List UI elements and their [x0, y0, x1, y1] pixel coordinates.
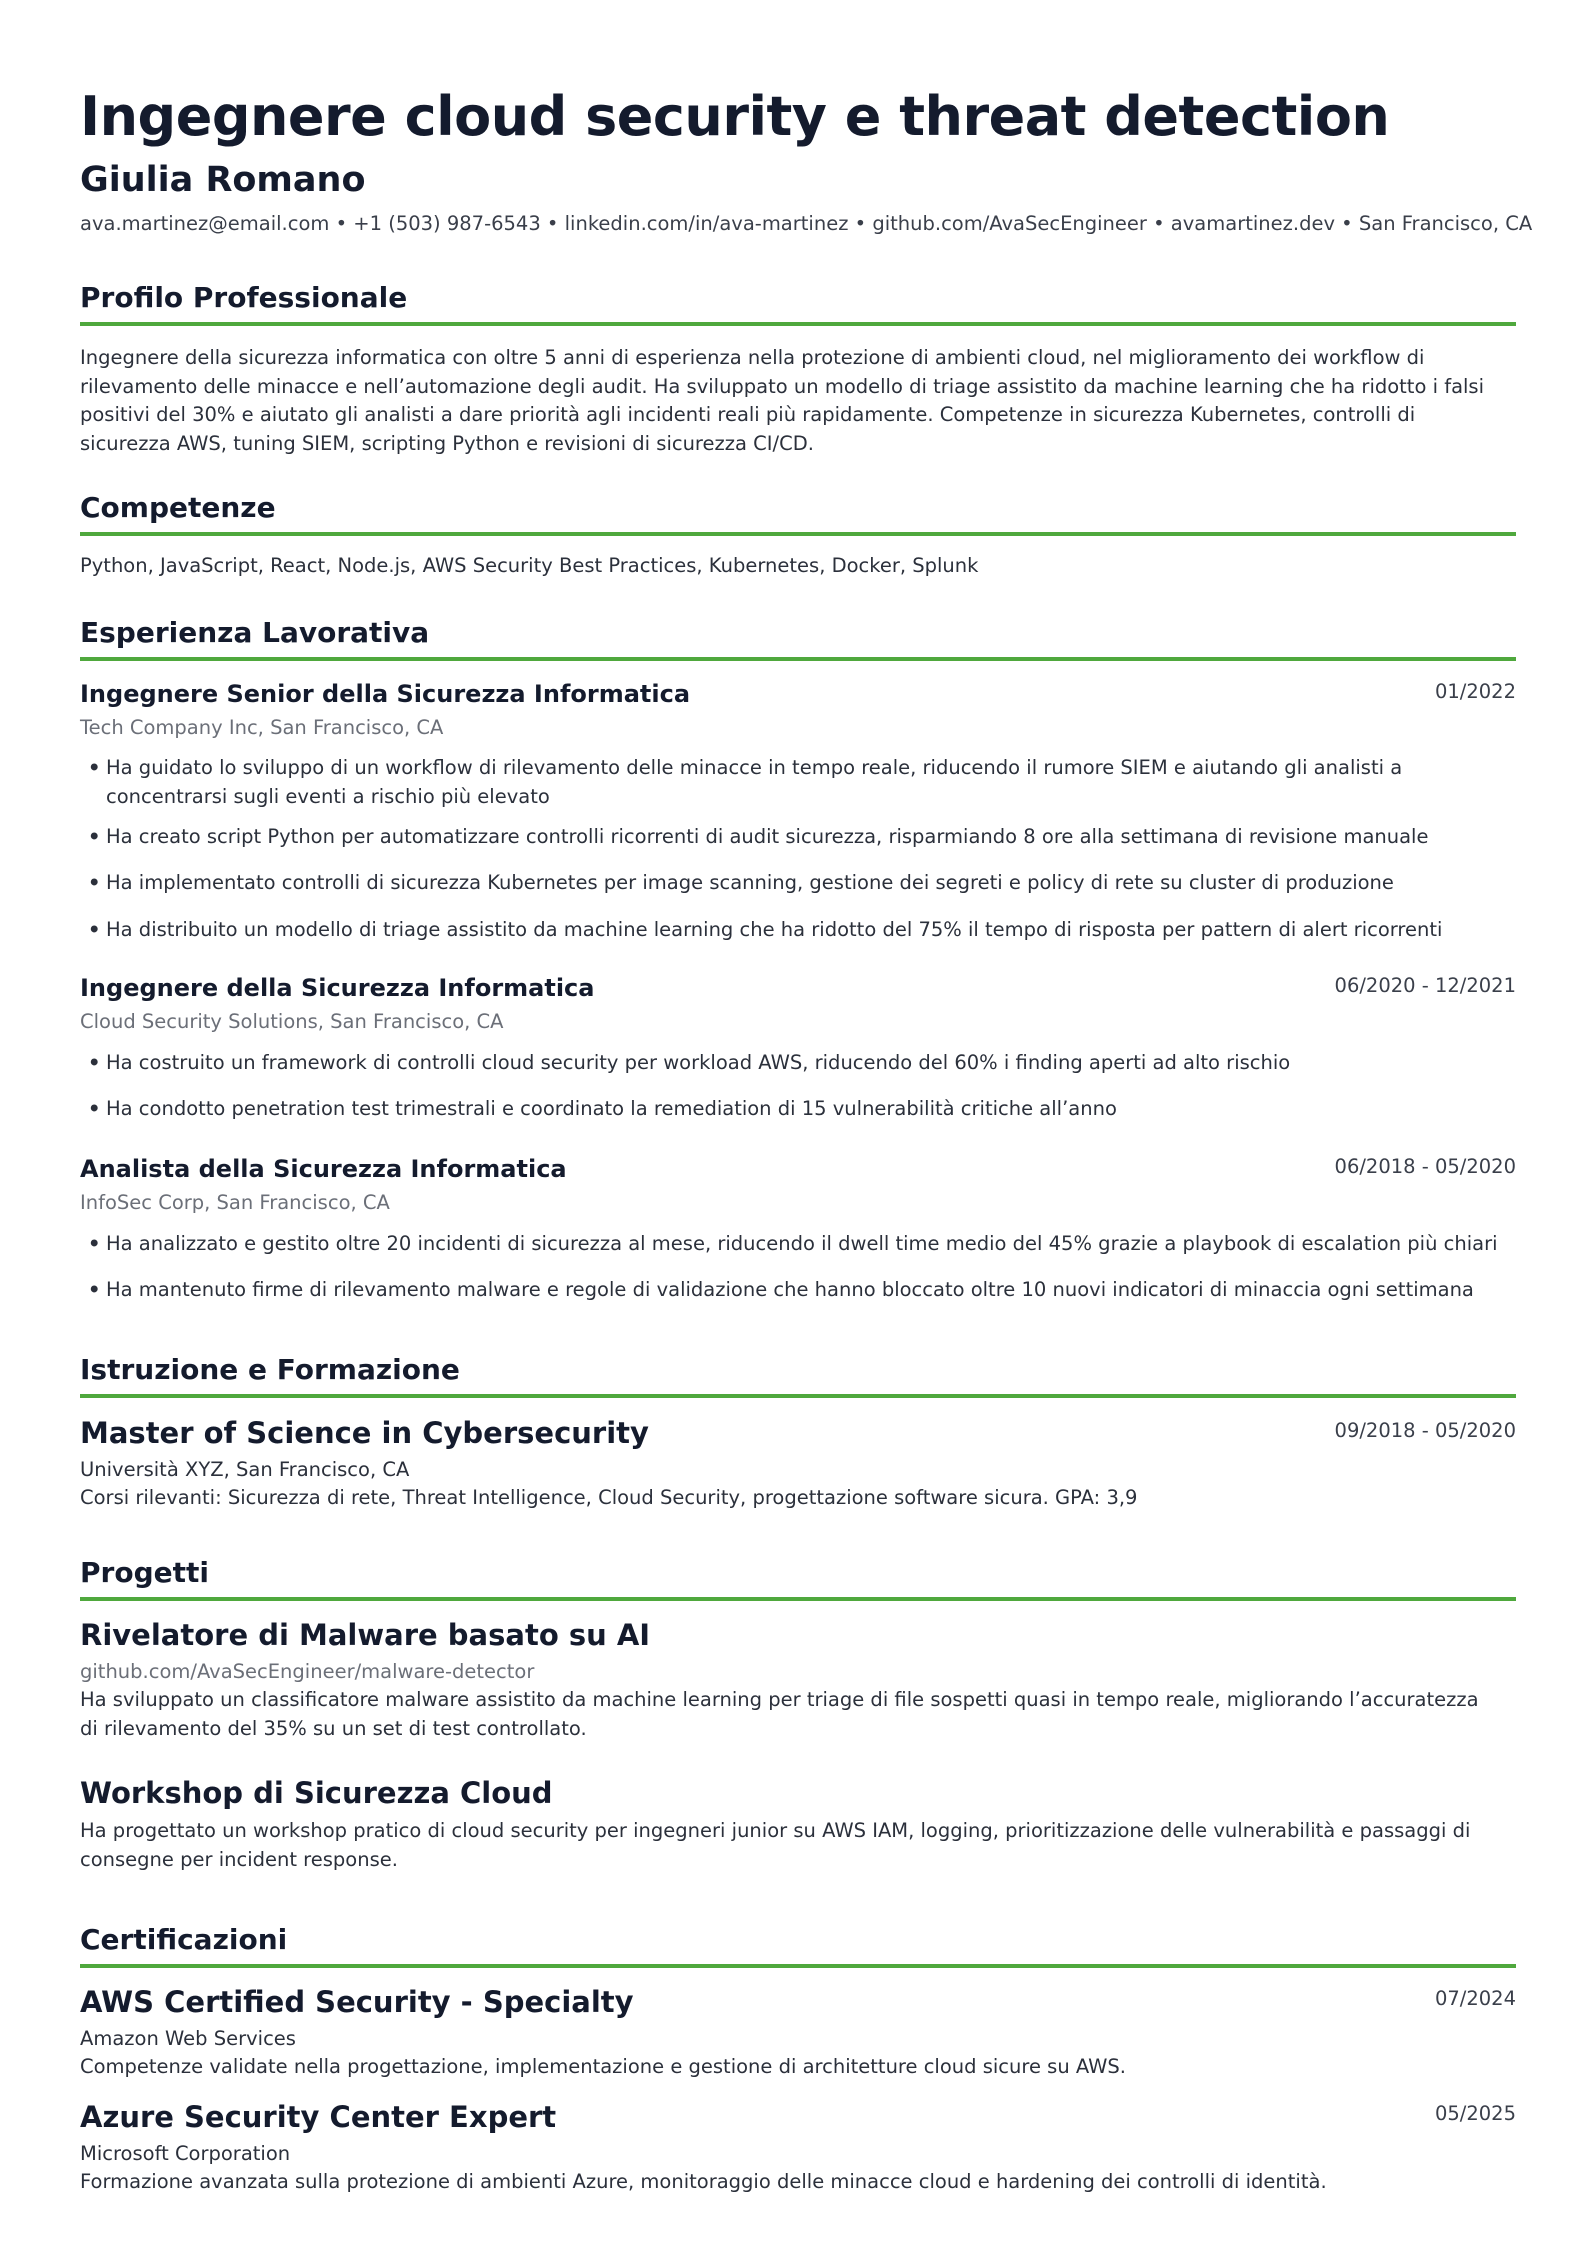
- job-company: Tech Company Inc, San Francisco, CA: [80, 716, 444, 739]
- job-bullet: [88, 1049, 1518, 1078]
- bullet-text: Ha creato script Python per automatizzare controlli ricorrenti di audit sicurezza, risparmiando 8 ore alla settimana di revisione manuale: [106, 825, 1429, 848]
- job-bullet: [88, 869, 1518, 898]
- education-degree: Master of Science in Cybersecurity: [80, 1416, 649, 1450]
- project-description: Ha sviluppato un classificatore malware assistito da machine learning per triage di file sospetti quasi in tempo reale, migliorando l’accuratezza di rilevamento del 35% su un set di test controllato.: [80, 1688, 1479, 1740]
- bullet-dot: •: [88, 871, 101, 894]
- job-date: 06/2020 - 12/2021: [1334, 974, 1516, 997]
- contact-line: ava.martinez@email.com • +1 (503) 987-6543 • linkedin.com/in/ava-martinez • github.com/AvaSecEngineer • avamartinez.dev • San Francisco, CA: [80, 212, 1533, 235]
- bullet-dot: •: [88, 825, 101, 848]
- job-bullet: [88, 754, 1518, 811]
- section-heading-certifications: Certificazioni: [80, 1923, 288, 1956]
- project-description: Ha progettato un workshop pratico di cloud security per ingegneri junior su AWS IAM, logging, prioritizzazione delle vulnerabilità e passaggi di consegne per incident response.: [80, 1819, 1471, 1871]
- bullet-text: Ha mantenuto firme di rilevamento malware e regole di validazione che hanno bloccato oltre 10 nuovi indicatori di minaccia ogni settimana: [106, 1278, 1474, 1301]
- bullet-dot: •: [88, 1097, 101, 1120]
- bullet-text: Ha implementato controlli di sicurezza Kubernetes per image scanning, gestione dei segreti e policy di rete su cluster di produzione: [106, 871, 1394, 894]
- project-title: Rivelatore di Malware basato su AI: [80, 1618, 651, 1652]
- education-date: 09/2018 - 05/2020: [1334, 1419, 1516, 1442]
- candidate-name: Giulia Romano: [80, 160, 366, 200]
- certification-description: Competenze validate nella progettazione, implementazione e gestione di architetture cloud sicure su AWS.: [80, 2055, 1127, 2078]
- section-heading-experience: Esperienza Lavorativa: [80, 616, 430, 649]
- bullet-text: Ha guidato lo sviluppo di un workflow di rilevamento delle minacce in tempo reale, riducendo il rumore SIEM e aiutando gli analisti a concentrarsi sugli eventi a rischio più elevato: [106, 756, 1403, 808]
- job-bullet: [88, 916, 1518, 945]
- education-school: Università XYZ, San Francisco, CA: [80, 1458, 410, 1481]
- section-divider: [80, 657, 1516, 661]
- job-company: Cloud Security Solutions, San Francisco, CA: [80, 1010, 504, 1033]
- bullet-text: Ha condotto penetration test trimestrali e coordinato la remediation di 15 vulnerabilità critiche all’anno: [106, 1097, 1117, 1120]
- section-divider: [80, 1964, 1516, 1968]
- bullet-dot: •: [88, 756, 101, 779]
- job-date: 06/2018 - 05/2020: [1334, 1155, 1516, 1178]
- certification-date: 05/2025: [1434, 2102, 1516, 2125]
- bullet-dot: •: [88, 918, 101, 941]
- resume-title: Ingegnere cloud security e threat detection: [80, 85, 1390, 148]
- job-role: Analista della Sicurezza Informatica: [80, 1155, 567, 1183]
- bullet-text: Ha costruito un framework di controlli cloud security per workload AWS, riducendo del 60% i finding aperti ad alto rischio: [106, 1051, 1291, 1074]
- bullet-text: Ha analizzato e gestito oltre 20 incidenti di sicurezza al mese, riducendo il dwell time medio del 45% grazie a playbook di escalation più chiari: [106, 1232, 1498, 1255]
- certification-date: 07/2024: [1434, 1987, 1516, 2010]
- section-heading-profile: Profilo Professionale: [80, 281, 408, 314]
- skills-list: Python, JavaScript, React, Node.js, AWS Security Best Practices, Kubernetes, Docker, Splunk: [80, 554, 979, 577]
- certification-title: AWS Certified Security - Specialty: [80, 1985, 634, 2019]
- certification-issuer: Amazon Web Services: [80, 2027, 296, 2050]
- bullet-dot: •: [88, 1232, 101, 1255]
- section-heading-education: Istruzione e Formazione: [80, 1353, 460, 1386]
- section-divider: [80, 532, 1516, 536]
- section-divider: [80, 1394, 1516, 1398]
- bullet-text: Ha distribuito un modello di triage assistito da machine learning che ha ridotto del 75% il tempo di risposta per pattern di alert ricorrenti: [106, 918, 1443, 941]
- job-bullet: [88, 1230, 1518, 1259]
- job-role: Ingegnere Senior della Sicurezza Informatica: [80, 680, 691, 708]
- certification-title: Azure Security Center Expert: [80, 2100, 557, 2134]
- section-heading-projects: Progetti: [80, 1556, 209, 1589]
- profile-summary: Ingegnere della sicurezza informatica con oltre 5 anni di esperienza nella protezione di ambienti cloud, nel miglioramento dei workflow di rilevamento delle minacce e nell’automazione degli audit. Ha sviluppato un modello di triage assistito da machine learning che ha ridotto i falsi positivi del 30% e aiutato gli analisti a dare priorità agli incidenti reali più rapidamente. Competenze in sicurezza Kubernetes, controlli di sicurezza AWS, tuning SIEM, scripting Python e revisioni di sicurezza CI/CD.: [80, 346, 1485, 455]
- section-heading-skills: Competenze: [80, 491, 276, 524]
- project-title: Workshop di Sicurezza Cloud: [80, 1776, 553, 1810]
- job-bullet: [88, 823, 1518, 852]
- bullet-dot: •: [88, 1278, 101, 1301]
- job-company: InfoSec Corp, San Francisco, CA: [80, 1191, 390, 1214]
- section-divider: [80, 322, 1516, 326]
- education-details: Corsi rilevanti: Sicurezza di rete, Threat Intelligence, Cloud Security, progettazione software sicura. GPA: 3,9: [80, 1486, 1138, 1509]
- job-bullet: [88, 1095, 1518, 1124]
- section-divider: [80, 1597, 1516, 1601]
- job-bullet: [88, 1276, 1518, 1305]
- job-date: 01/2022: [1434, 680, 1516, 703]
- certification-description: Formazione avanzata sulla protezione di ambienti Azure, monitoraggio delle minacce cloud e hardening dei controlli di identità.: [80, 2170, 1327, 2193]
- project-link[interactable]: github.com/AvaSecEngineer/malware-detector: [80, 1660, 535, 1683]
- certification-issuer: Microsoft Corporation: [80, 2142, 291, 2165]
- job-role: Ingegnere della Sicurezza Informatica: [80, 974, 595, 1002]
- bullet-dot: •: [88, 1051, 101, 1074]
